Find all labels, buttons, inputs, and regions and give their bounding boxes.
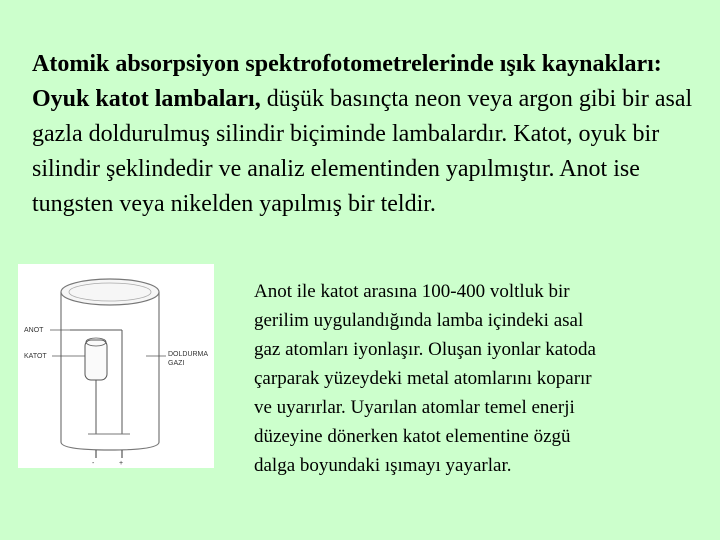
label-katot: KATOT	[24, 353, 47, 360]
side-line: gaz atomları iyonlaşır. Oluşan iyonlar katoda	[254, 339, 596, 360]
label-gas-line1: DOLDURMA	[168, 351, 209, 358]
terminal-minus: -	[92, 460, 95, 467]
label-anot: ANOT	[24, 327, 44, 334]
hollow-cathode-lamp-figure	[18, 264, 214, 468]
side-line: düzeyine dönerken katot elementine özgü	[254, 426, 571, 447]
main-paragraph	[32, 47, 704, 222]
side-line: ve uyarırlar. Uyarılan atomlar temel enerji	[254, 397, 575, 418]
label-gas-line2: GAZI	[168, 360, 185, 367]
lamp-glass-body	[61, 292, 159, 450]
main-paragraph-rest: düşük basınçta neon veya argon gibi bir asal gazla doldurulmuş silindir biçiminde lambalardır. Katot, oyuk bir silindir şeklindedir ve analiz elementinden yapılmıştır. Anot ise tungsten veya nikelden yapılmış bir teldir.	[32, 86, 693, 217]
side-line: gerilim uygulandığında lamba içindeki asal	[254, 310, 584, 331]
terminal-plus: +	[119, 460, 124, 467]
side-paragraph	[254, 277, 704, 480]
side-line: dalga boyundaki ışımayı yayarlar.	[254, 455, 512, 476]
lamp-diagram	[18, 264, 214, 468]
side-line: çarparak yüzeydeki metal atomlarını koparır	[254, 368, 592, 389]
side-line: Anot ile katot arasına 100-400 voltluk bir	[254, 281, 570, 302]
main-paragraph-bold: Atomik absorpsiyon spektrofotometrelerinde ışık kaynakları: Oyuk katot lambaları,	[32, 51, 662, 112]
